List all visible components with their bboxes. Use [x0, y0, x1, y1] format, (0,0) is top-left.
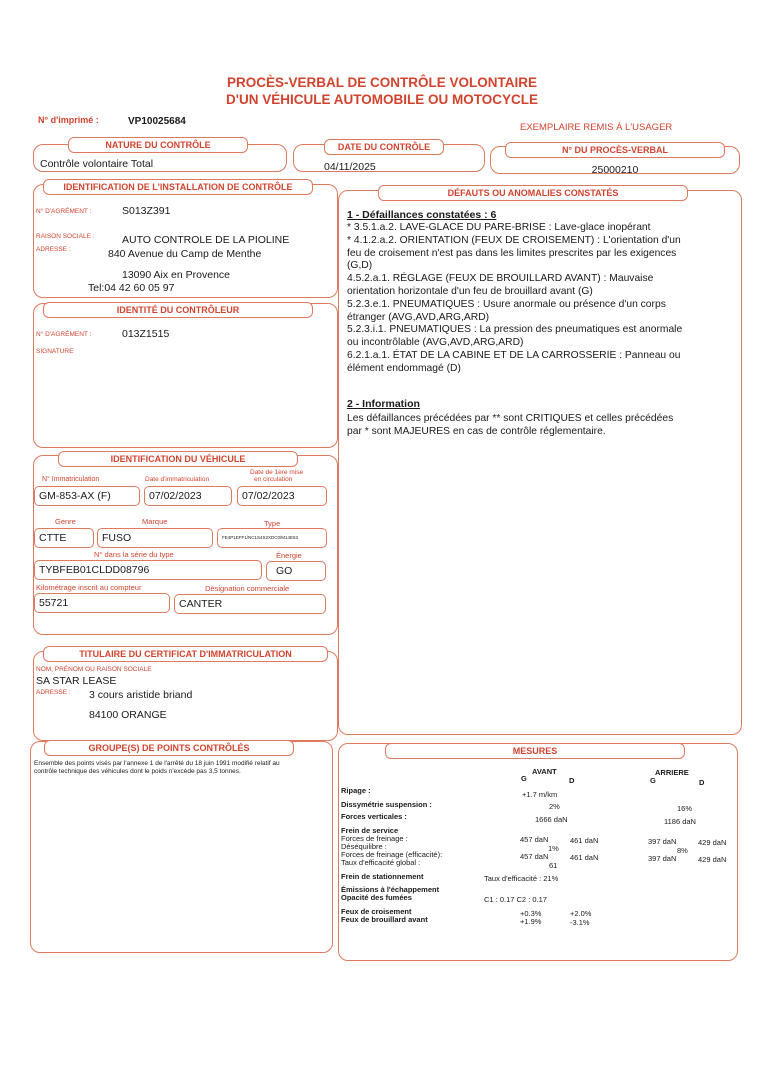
titulaire-adresse-label: ADRESSE :	[36, 689, 71, 696]
forces-v-av-value: 1666 daN	[535, 815, 568, 824]
ripage-value: +1.7 m/km	[522, 790, 558, 799]
km-label: Kilométrage inscrit au compteur	[36, 583, 142, 592]
croisement-d: +2.0%	[570, 909, 592, 918]
freinage-eff-label: Forces de freinage (efficacité):	[341, 850, 443, 859]
croisement-label: Feux de croisement	[341, 907, 412, 916]
defauts-section2: 2 - Information	[347, 398, 420, 410]
opacite-value: C1 : 0.17 C2 : 0.17	[484, 895, 547, 904]
titulaire-ville-value: 84100 ORANGE	[89, 709, 167, 721]
croisement-g: +0.3%	[520, 909, 542, 918]
inst-tel-value: Tel:04 42 60 05 97	[88, 282, 175, 294]
forces-v-ar-value: 1186 daN	[664, 817, 696, 826]
ctrl-signature-label: SIGNATURE	[36, 348, 74, 355]
date-immat-label: Date d'immatriculation	[145, 476, 210, 483]
stationnement-value: Taux d'efficacité : 21%	[484, 874, 559, 883]
emissions-label: Émissions à l'échappement	[341, 885, 440, 894]
inst-raison-value: AUTO CONTROLE DE LA PIOLINE	[122, 234, 290, 246]
genre-field: CTTE	[34, 528, 94, 548]
inst-raison-label: RAISON SOCIALE :	[36, 233, 95, 240]
defaut-line: 5.2.3.e.1. PNEUMATIQUES : Usure anormale ou présence d'un corps	[347, 298, 666, 310]
inst-adresse-label: ADRESSE :	[36, 246, 71, 253]
designation-field: CANTER	[174, 594, 326, 614]
frein-service-label: Frein de service	[341, 826, 399, 835]
marque-label: Marque	[142, 517, 168, 526]
genre-label: Genre	[55, 517, 76, 526]
imprime-value: VP10025684	[128, 116, 186, 127]
stationnement-label: Frein de stationnement	[341, 872, 424, 881]
immat-label: N° Immatriculation	[42, 476, 100, 483]
taux-global-value: 61	[549, 861, 558, 870]
deseq-ar: 8%	[677, 846, 688, 855]
date-immat-field: 07/02/2023	[144, 486, 232, 506]
defauts-list	[347, 222, 732, 376]
pv-value: 25000210	[591, 164, 639, 176]
defaut-line: élément endommagé (D)	[347, 362, 461, 374]
dissym-av-value: 2%	[549, 802, 560, 811]
defauts-info1: Les défaillances précédées par ** sont CRITIQUES et celles précédées	[347, 413, 674, 424]
freinage-ar-g: 397 daN	[648, 837, 677, 846]
groupes-text: Ensemble des points visés par l'annexe 1 de l'arrêté du 18 juin 1991 modifié relatif au contrôle technique des véhicules dont le poids n'excède pas 3,5 tonnes.	[34, 760, 280, 775]
brouillard-label: Feux de brouillard avant	[341, 915, 428, 924]
vehicule-title: IDENTIFICATION DU VÉHICULE	[58, 451, 298, 467]
km-field: 55721	[34, 593, 170, 613]
deseq-label: Déséquilibre :	[341, 842, 387, 851]
ctrl-agrement-label: N° D'AGRÉMENT :	[36, 331, 92, 338]
energie-label: Énergie	[276, 551, 302, 560]
mesures-av-d: D	[569, 776, 575, 785]
dissym-label: Dissymétrie suspension :	[341, 800, 432, 809]
defaut-line: * 3.5.1.a.2. LAVE-GLACE DU PARE-BRISE : Lave-glace inopérant	[347, 222, 651, 233]
mesures-ar-g: G	[650, 776, 656, 785]
defaut-line: étranger (AVG,AVD,ARG,ARD)	[347, 311, 490, 323]
mesures-avant: AVANT	[532, 767, 557, 776]
marque-field: FUSO	[97, 528, 213, 548]
defauts-info2: par * sont MAJEURES en cas de contrôle réglementaire.	[347, 426, 606, 437]
ctrl-agrement-value: 013Z1515	[122, 328, 170, 340]
defaut-line: * 4.1.2.a.2. ORIENTATION (FEUX DE CROISEMENT) : L'orientation d'un	[347, 234, 681, 246]
brouillard-g: +1.9%	[520, 917, 542, 926]
pv-title: N° DU PROCÈS-VERBAL	[505, 142, 725, 158]
defaut-line: ou incontrôlable (AVG,AVD,ARG,ARD)	[347, 337, 524, 349]
forces-v-label: Forces verticales :	[341, 812, 407, 821]
taux-global-label: Taux d'efficacité global :	[341, 858, 421, 867]
date-title: DATE DU CONTRÔLE	[324, 139, 444, 155]
defauts-section1: 1 - Défaillances constatées : 6	[347, 209, 497, 221]
freinage-av-g: 457 daN	[520, 835, 549, 844]
dissym-ar-value: 16%	[677, 804, 693, 813]
date-value: 04/11/2025	[324, 161, 376, 173]
freinage-eff-av-d: 461 daN	[570, 853, 599, 862]
serie-label: N° dans la série du type	[94, 550, 174, 559]
defaut-line: 6.2.1.a.1. ÉTAT DE LA CABINE ET DE LA CARROSSERIE : Panneau ou	[347, 349, 681, 361]
nature-title: NATURE DU CONTRÔLE	[68, 137, 248, 153]
designation-label: Désignation commerciale	[205, 584, 290, 593]
groupes-title: GROUPE(S) DE POINTS CONTRÔLÉS	[44, 740, 294, 756]
opacite-label: Opacité des fumées	[341, 893, 412, 902]
mesures-arriere: ARRIERE	[655, 768, 689, 777]
imprime-label: N° d'imprimé :	[38, 115, 99, 125]
inst-agrement-label: N° D'AGRÉMENT :	[36, 208, 92, 215]
titulaire-adresse-value: 3 cours aristide briand	[89, 689, 193, 701]
date-mise-label2: en circulation	[254, 476, 293, 483]
mesures-av-g: G	[521, 774, 527, 783]
controleur-box	[33, 303, 338, 448]
installation-title: IDENTIFICATION DE L'INSTALLATION DE CONTRÔLE	[43, 179, 313, 195]
defaut-line: feu de croisement n'est pas dans les limites prescrites par les exigences	[347, 247, 677, 259]
page-title-line1: PROCÈS-VERBAL DE CONTRÔLE VOLONTAIRE	[226, 75, 538, 90]
defaut-line: orientation horizontale d'un feu de brouillard avant (G)	[347, 285, 593, 297]
brouillard-d: -3.1%	[570, 918, 590, 927]
date-mise-field: 07/02/2023	[237, 486, 327, 506]
freinage-eff-av-g: 457 daN	[520, 852, 549, 861]
inst-adresse-value: 840 Avenue du Camp de Menthe	[108, 248, 262, 260]
titulaire-title: TITULAIRE DU CERTIFICAT D'IMMATRICULATION	[43, 646, 328, 662]
type-label: Type	[264, 519, 281, 528]
mesures-ar-d: D	[699, 778, 705, 787]
mesures-title: MESURES	[385, 743, 685, 759]
type-field: FE4P1EFF1/NC1S4S2XDC0/M14E53	[217, 528, 327, 548]
freinage-eff-ar-g: 397 daN	[648, 854, 677, 863]
defaut-line: 4.5.2.a.1. RÉGLAGE (FEUX DE BROUILLARD AVANT) : Mauvaise	[347, 273, 654, 285]
nature-value: Contrôle volontaire Total	[40, 158, 154, 170]
inst-agrement-value: S013Z391	[122, 205, 171, 217]
freinage-eff-ar-d: 429 daN	[698, 855, 727, 864]
freinage-label: Forces de freinage :	[341, 834, 408, 843]
immat-field: GM-853-AX (F)	[34, 486, 140, 506]
date-mise-label1: Date de 1ère mise	[250, 469, 304, 476]
freinage-ar-d: 429 daN	[698, 838, 727, 847]
page-title-line2: D'UN VÉHICULE AUTOMOBILE OU MOTOCYCLE	[226, 92, 538, 107]
energie-field: GO	[266, 561, 326, 581]
serie-field: TYBFEB01CLDD08796	[34, 560, 262, 580]
titulaire-nom-label: NOM, PRÉNOM OU RAISON SOCIALE	[36, 666, 152, 673]
freinage-av-d: 461 daN	[570, 836, 599, 845]
defauts-title: DÉFAUTS OU ANOMALIES CONSTATÉS	[378, 185, 688, 201]
inst-ville-value: 13090 Aix en Provence	[122, 269, 230, 281]
defaut-line: 5.2.3.i.1. PNEUMATIQUES : La pression des pneumatiques est anormale	[347, 324, 683, 336]
titulaire-nom-value: SA STAR LEASE	[36, 675, 117, 687]
deseq-av: 1%	[548, 844, 559, 853]
controleur-title: IDENTITÉ DU CONTRÔLEUR	[43, 302, 313, 318]
ripage-label: Ripage :	[341, 786, 371, 795]
exemplaire-label: EXEMPLAIRE REMIS À L'USAGER	[520, 122, 673, 133]
defaut-line: (G,D)	[347, 260, 373, 272]
